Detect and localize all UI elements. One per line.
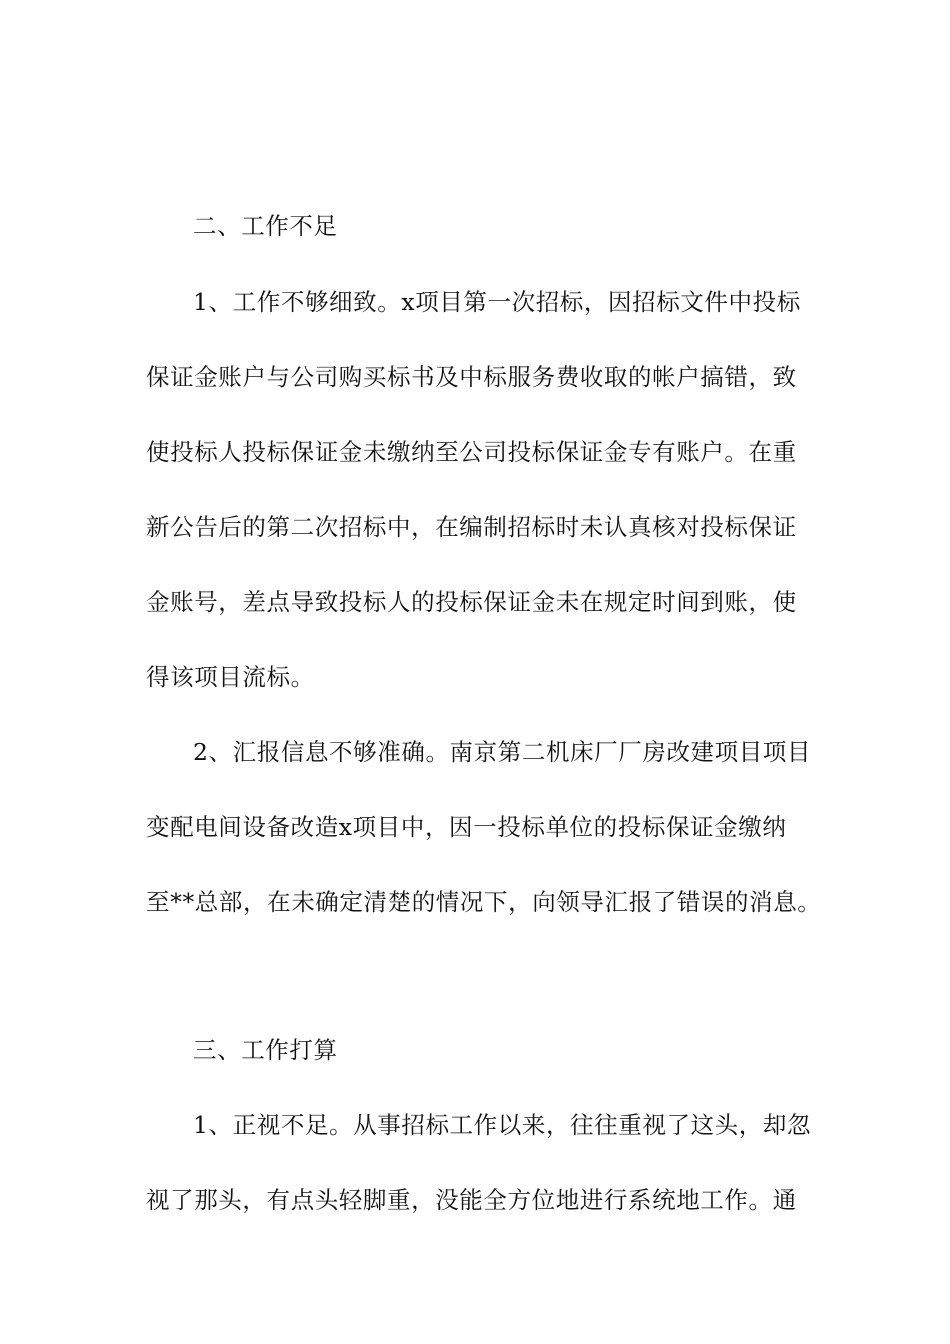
paragraph-line: 使投标人投标保证金未缴纳至公司投标保证金专有账户。在重 <box>146 438 797 466</box>
paragraph-line: 视了那头，有点头轻脚重，没能全方位地进行系统地工作。通 <box>146 1186 797 1214</box>
paragraph-line: 至**总部，在未确定清楚的情况下，向领导汇报了错误的消息。 <box>146 888 822 916</box>
paragraph-line: 新公告后的第二次招标中，在编制招标时未认真核对投标保证 <box>146 513 797 541</box>
paragraph-line: 1、正视不足。从事招标工作以来，往往重视了这头，却忽 <box>193 1111 812 1139</box>
section-heading-work-plan: 三、工作打算 <box>193 1036 338 1064</box>
paragraph-line: 1、工作不够细致。x项目第一次招标，因招标文件中投标 <box>193 288 801 316</box>
paragraph-line: 变配电间设备改造x项目中，因一投标单位的投标保证金缴纳 <box>146 813 787 841</box>
paragraph-line: 保证金账户与公司购买标书及中标服务费收取的帐户搞错，致 <box>146 363 797 391</box>
paragraph-line: 金账号，差点导致投标人的投标保证金未在规定时间到账，使 <box>146 588 797 616</box>
section-heading-work-shortcomings: 二、工作不足 <box>193 212 338 240</box>
paragraph-line: 得该项目流标。 <box>146 663 315 691</box>
paragraph-line: 2、汇报信息不够准确。南京第二机床厂厂房改建项目项目 <box>193 738 812 766</box>
